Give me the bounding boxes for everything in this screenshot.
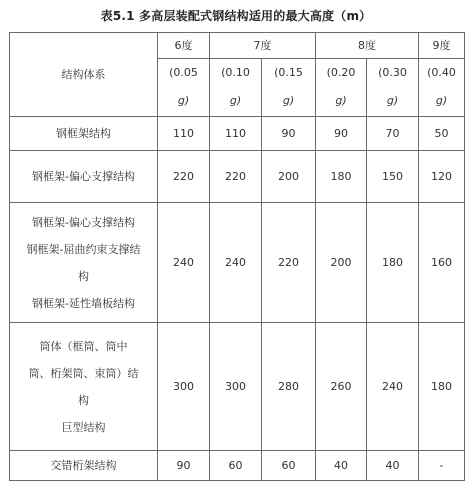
height-value: 260 [316, 323, 367, 451]
height-value: 50 [419, 117, 465, 151]
accel-6-unit: g) [158, 87, 210, 117]
height-value: 300 [158, 323, 210, 451]
height-value: 280 [262, 323, 316, 451]
height-value: 40 [367, 451, 419, 481]
height-value: 200 [316, 203, 367, 323]
height-value: 240 [210, 203, 262, 323]
accel-8b-unit: g) [367, 87, 419, 117]
structure-name-line: 钢框架-延性墙板结构 [32, 296, 135, 310]
structure-name [10, 451, 158, 481]
structure-name-line: 巨型结构 [61, 420, 106, 434]
structure-name [10, 117, 158, 151]
height-value: 90 [158, 451, 210, 481]
structure-name-line: 构 [78, 269, 89, 283]
degree-9-header: 9度 [419, 33, 465, 59]
height-value: 200 [262, 151, 316, 203]
height-value: 60 [210, 451, 262, 481]
accel-9: (0.40 [419, 59, 465, 87]
structure-name [10, 323, 158, 451]
structure-name-line: 交错桁架结构 [50, 459, 117, 472]
height-value: 220 [210, 151, 262, 203]
accel-7b: (0.15 [262, 59, 316, 87]
height-value: 110 [158, 117, 210, 151]
height-value: 180 [316, 151, 367, 203]
degree-8-header: 8度 [316, 33, 419, 59]
height-value: 220 [262, 203, 316, 323]
max-height-table [9, 32, 465, 481]
accel-6: (0.05 [158, 59, 210, 87]
accel-8a-unit: g) [316, 87, 367, 117]
height-value: 180 [419, 323, 465, 451]
structure-name-line: 钢框架-偏心支撑结构 [32, 170, 135, 183]
height-value: 60 [262, 451, 316, 481]
table-row [10, 151, 465, 203]
height-value: 120 [419, 151, 465, 203]
table-row [10, 323, 465, 451]
structure-name-line: 筒、桁架筒、束筒）结 [28, 366, 139, 380]
height-value: 110 [210, 117, 262, 151]
height-value: 70 [367, 117, 419, 151]
degree-6-header: 6度 [158, 33, 210, 59]
table-row [10, 203, 465, 323]
height-value: 240 [367, 323, 419, 451]
height-value: 40 [316, 451, 367, 481]
structure-name-line: 筒体（框筒、筒中 [39, 339, 128, 353]
height-value: 300 [210, 323, 262, 451]
height-value: 90 [316, 117, 367, 151]
height-value: 160 [419, 203, 465, 323]
table-title: 表5.1 多高层装配式钢结构适用的最大高度（m） [100, 9, 372, 23]
height-value: 220 [158, 151, 210, 203]
accel-7b-unit: g) [262, 87, 316, 117]
height-value: - [419, 451, 465, 481]
structure-system-header: 结构体系 [10, 33, 158, 117]
structure-name [10, 203, 158, 323]
height-value: 150 [367, 151, 419, 203]
accel-9-unit: g) [419, 87, 465, 117]
table-row [10, 117, 465, 151]
accel-7a: (0.10 [210, 59, 262, 87]
degree-header-row [10, 33, 465, 59]
height-value: 90 [262, 117, 316, 151]
height-value: 240 [158, 203, 210, 323]
height-value: 180 [367, 203, 419, 323]
structure-name-line: 钢框架-偏心支撑结构 [32, 215, 135, 229]
structure-name-line: 钢框架结构 [56, 127, 111, 140]
structure-name [10, 151, 158, 203]
structure-name-line: 构 [78, 393, 89, 407]
structure-name-line: 钢框架-屈曲约束支撑结 [26, 242, 141, 256]
accel-7a-unit: g) [210, 87, 262, 117]
degree-7-header: 7度 [210, 33, 316, 59]
accel-8a: (0.20 [316, 59, 367, 87]
accel-8b: (0.30 [367, 59, 419, 87]
table-row [10, 451, 465, 481]
